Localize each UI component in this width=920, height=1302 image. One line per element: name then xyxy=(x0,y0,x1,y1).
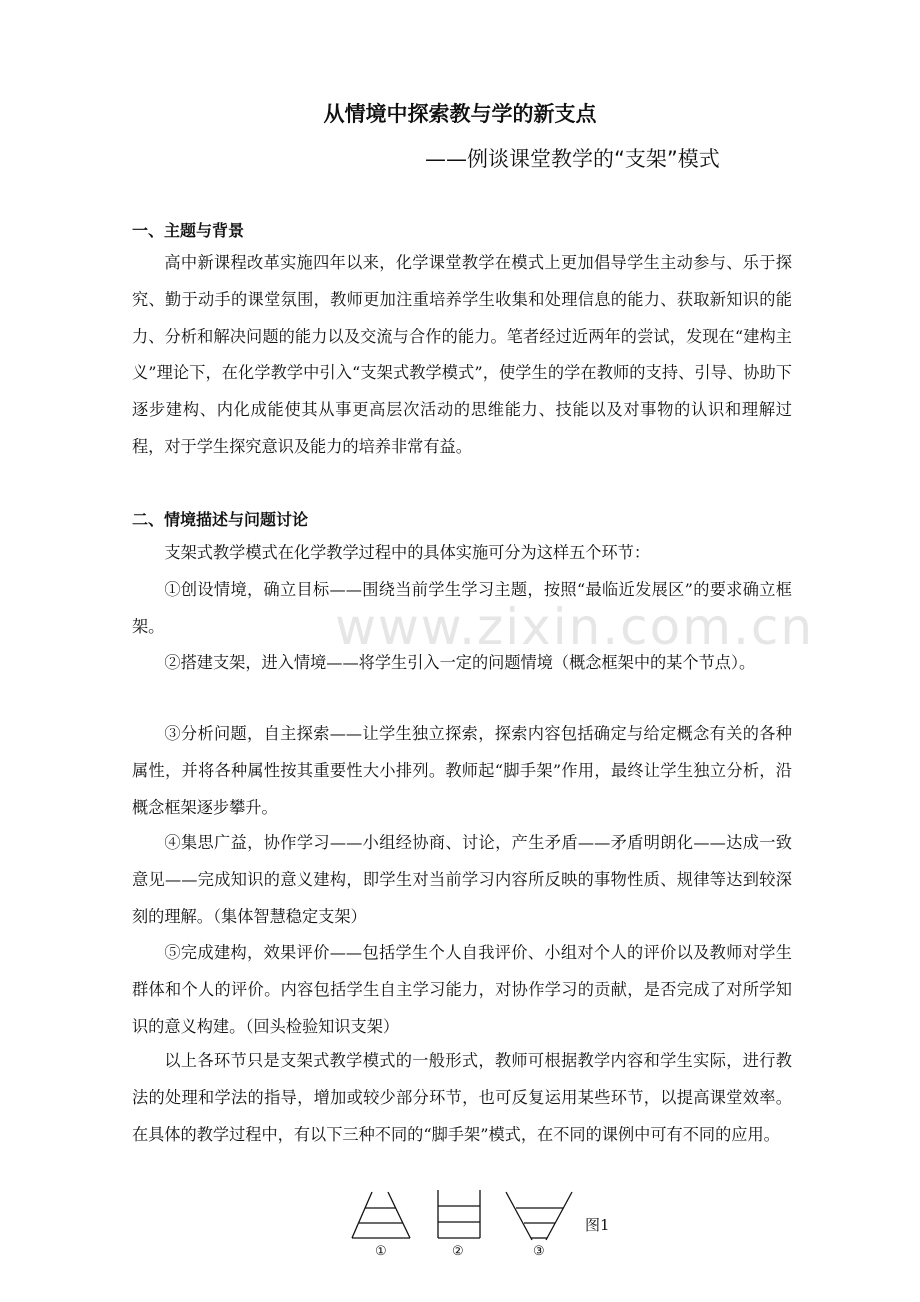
figure-label-3: ③ xyxy=(533,1244,545,1259)
scaffold-model-1 xyxy=(352,1192,410,1238)
scaffold-model-2 xyxy=(438,1190,480,1238)
figure-caption: 图1 xyxy=(585,1216,610,1234)
step-3-paragraph: ③分析问题，自主探索——让学生独立探索，探索内容包括确定与给定概念有关的各种属性，并将各种属性按其重要性大小排列。教师起“脚手架”作用，最终让学生独立分析，沿概念框架逐步攀升。 xyxy=(132,724,792,817)
page-subtitle: ——例谈课堂教学的“支架”模式 xyxy=(425,147,720,171)
figure-label-1: ① xyxy=(375,1244,387,1259)
figure-label-2: ② xyxy=(452,1244,464,1259)
step-5-paragraph: ⑤完成建构，效果评价——包括学生个人自我评价、小组对个人的评价以及教师对学生群体和个人的评价。内容包括学生自主学习能力，对协作学习的贡献，是否完成了对所学知识的意义构建。（回头检验知识支架） xyxy=(132,943,792,1036)
section-heading-2: 二、情境描述与问题讨论 xyxy=(132,510,309,529)
steps-intro-paragraph: 支架式教学模式在化学教学过程中的具体实施可分为这样五个环节： xyxy=(164,543,651,562)
section-heading-1: 一、主题与背景 xyxy=(132,221,245,240)
step-2-paragraph: ②搭建支架，进入情境——将学生引入一定的问题情境（概念框架中的某个节点）。 xyxy=(164,653,756,672)
page-title: 从情境中探索教与学的新支点 xyxy=(323,102,597,126)
step-4-paragraph: ④集思广益，协作学习——小组经协商、讨论，产生矛盾——矛盾明朗化——达成一致意见——完成知识的意义建构，即学生对当前学习内容所反映的事物性质、规律等达到较深刻的理解。（集体智慧稳定支架） xyxy=(132,833,792,926)
watermark: www.zixin.com.cn xyxy=(335,598,815,656)
scaffold-model-3 xyxy=(506,1192,572,1240)
closing-paragraph: 以上各环节只是支架式教学模式的一般形式，教师可根据教学内容和学生实际，进行教法的处理和学法的指导，增加或较少部分环节，也可反复运用某些环节，以提高课堂效率。在具体的教学过程中，有以下三种不同的“脚手架”模式，在不同的课例中可有不同的应用。 xyxy=(132,1051,792,1144)
background-paragraph: 高中新课程改革实施四年以来，化学课堂教学在模式上更加倡导学生主动参与、乐于探究、勤于动手的课堂氛围，教师更加注重培养学生收集和处理信息的能力、获取新知识的能力、分析和解决问题的能力以及交流与合作的能力。笔者经过近两年的尝试，发现在“建构主义”理论下，在化学教学中引入“支架式教学模式”，使学生的学在教师的支持、引导、协助下逐步建构、内化成能使其从事更高层次活动的思维能力、技能以及对事物的认识和理解过程，对于学生探究意识及能力的培养非常有益。 xyxy=(132,253,792,456)
step-1-paragraph: ①创设情境，确立目标——围绕当前学生学习主题，按照“最临近发展区”的要求确立框架。 xyxy=(132,580,792,636)
